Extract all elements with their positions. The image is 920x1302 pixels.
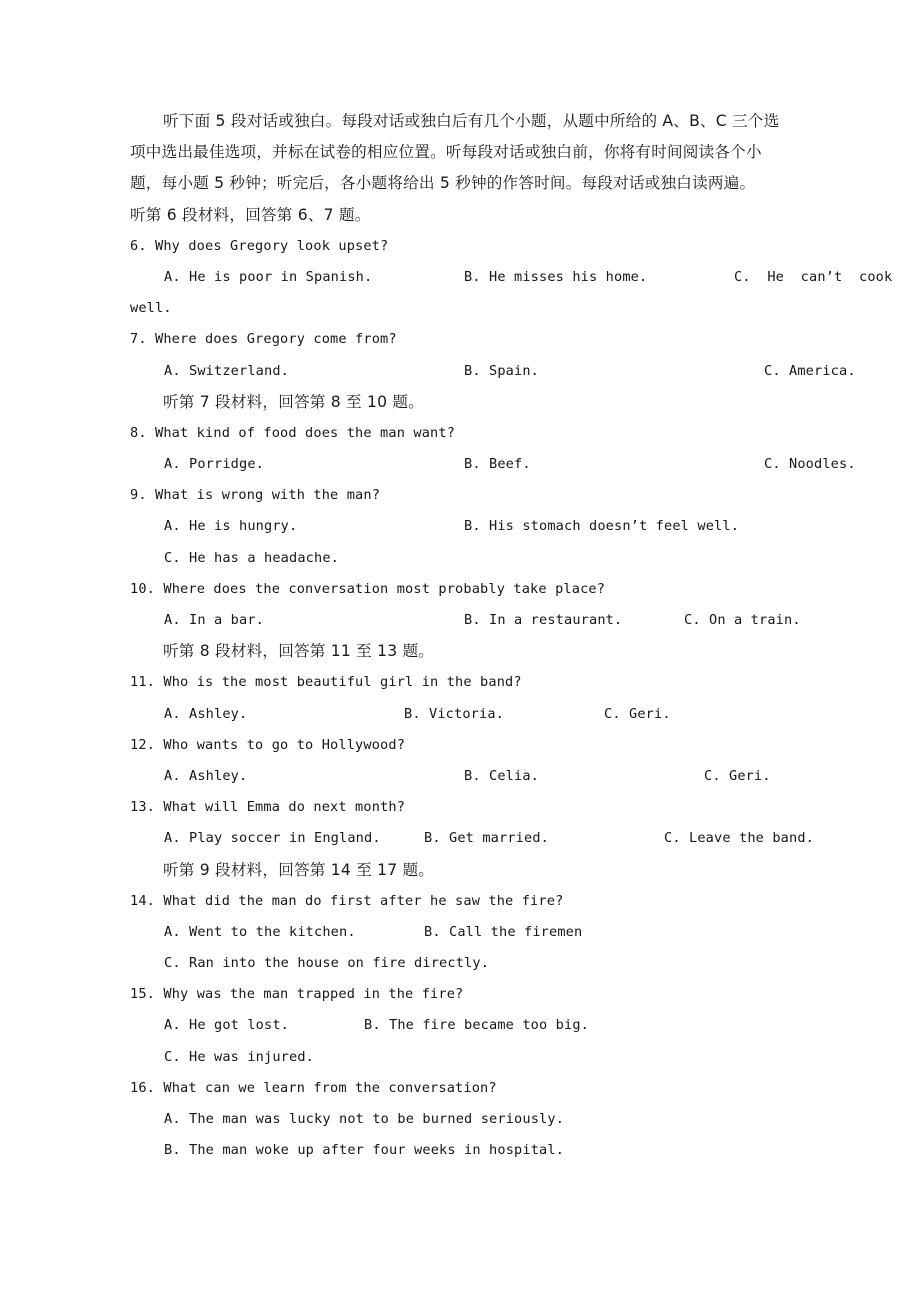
option-b-7[interactable]: B. Spain. [464, 362, 540, 379]
option-c-6-wrap: well. [130, 300, 172, 317]
option-c-8[interactable]: C. Noodles. [764, 456, 856, 473]
option-c-13[interactable]: C. Leave the band. [664, 830, 815, 847]
option-c-11[interactable]: C. Geri. [604, 705, 671, 722]
instruction-line-1: 听下面 5 段对话或独白。每段对话或独白后有几个小题，从题中所给的 A、B、C 三个选 [163, 112, 780, 130]
question-text-7: Where does Gregory come from? [155, 331, 397, 348]
question-stem-14 [130, 886, 792, 917]
option-c-9[interactable]: C. He has a headache. [164, 549, 340, 566]
question-text-16: What can we learn from the conversation? [163, 1079, 497, 1096]
question-options-10 [130, 605, 801, 636]
option-b-13[interactable]: B. Get married. [424, 830, 550, 847]
option-a-15[interactable]: A. He got lost. [164, 1017, 290, 1034]
question-options-7 [130, 356, 856, 387]
question-text-6: Why does Gregory look upset? [155, 237, 389, 254]
option-a-8[interactable]: A. Porridge. [164, 456, 265, 473]
question-number-8: 8. [130, 424, 147, 441]
section-header-material-8: 听第 8 段材料，回答第 11 至 13 题。 [163, 642, 435, 661]
question-options-15-line-1 [130, 1010, 792, 1041]
question-text-15: Why was the man trapped in the fire? [163, 986, 464, 1003]
option-a-14[interactable]: A. Went to the kitchen. [164, 923, 356, 940]
question-text-10: Where does the conversation most probably take place? [163, 580, 606, 597]
question-text-9: What is wrong with the man? [155, 487, 381, 504]
question-number-12: 12. [130, 736, 156, 753]
question-options-13 [130, 823, 815, 854]
option-b-14[interactable]: B. Call the firemen [424, 923, 583, 940]
question-text-8: What kind of food does the man want? [155, 424, 456, 441]
question-stem-11 [130, 667, 792, 698]
option-c-15[interactable]: C. He was injured. [164, 1048, 315, 1065]
question-stem-6 [130, 231, 792, 262]
question-options-12 [130, 761, 792, 792]
option-a-9[interactable]: A. He is hungry. [164, 518, 298, 535]
option-b-10[interactable]: B. In a restaurant. [464, 612, 623, 628]
question-stem-7 [130, 324, 792, 355]
option-c-14[interactable]: C. Ran into the house on fire directly. [164, 955, 490, 972]
option-c-6[interactable]: C. He can’t cook [734, 268, 893, 285]
option-a-13[interactable]: A. Play soccer in England. [164, 830, 381, 847]
question-options-9-line-2 [130, 543, 792, 574]
question-number-14: 14. [130, 892, 156, 909]
question-options-16-line-2 [130, 1135, 792, 1166]
question-text-14: What did the man do first after he saw the fire? [163, 892, 564, 909]
question-stem-16 [130, 1073, 792, 1104]
option-b-6[interactable]: B. He misses his home. [464, 268, 648, 285]
question-stem-8 [130, 418, 792, 449]
question-stem-10 [130, 574, 792, 605]
question-number-9: 9. [130, 487, 147, 504]
question-stem-9 [130, 480, 792, 511]
question-number-7: 7. [130, 331, 147, 348]
option-c-12[interactable]: C. Geri. [704, 767, 771, 784]
question-stem-15 [130, 979, 792, 1010]
question-options-15-line-2 [130, 1042, 792, 1073]
section-header-material-9: 听第 9 段材料，回答第 14 至 17 题。 [163, 860, 435, 879]
section-header-material-6: 听第 6 段材料，回答第 6、7 题。 [130, 205, 371, 224]
question-number-16: 16. [130, 1079, 156, 1096]
question-stem-13 [130, 792, 792, 823]
option-a-16[interactable]: A. The man was lucky not to be burned seriously. [164, 1111, 565, 1127]
question-options-11 [130, 699, 792, 730]
question-options-9-line-1 [130, 511, 792, 542]
option-a-12[interactable]: A. Ashley. [164, 767, 248, 784]
option-a-6[interactable]: A. He is poor in Spanish. [164, 268, 373, 285]
question-stem-12 [130, 730, 792, 761]
question-text-11: Who is the most beautiful girl in the band? [163, 674, 522, 691]
option-c-7[interactable]: C. America. [764, 362, 856, 379]
question-options-14-line-1 [130, 917, 792, 948]
instruction-line-2: 项中选出最佳选项，并标在试卷的相应位置。听每段对话或独白前，你将有时间阅读各个小 [130, 143, 762, 162]
question-text-12: Who wants to go to Hollywood? [163, 736, 406, 753]
question-number-10: 10. [130, 580, 156, 597]
question-options-6 [130, 262, 893, 293]
option-b-12[interactable]: B. Celia. [464, 767, 540, 784]
question-options-14-line-2 [130, 948, 792, 979]
question-number-11: 11. [130, 674, 156, 691]
page-content [130, 106, 893, 1166]
question-number-6: 6. [130, 237, 147, 254]
option-a-11[interactable]: A. Ashley. [164, 705, 248, 722]
option-a-10[interactable]: A. In a bar. [164, 612, 265, 628]
question-options-8 [130, 449, 856, 480]
question-number-13: 13. [130, 799, 156, 816]
option-a-7[interactable]: A. Switzerland. [164, 362, 290, 379]
section-header-material-7: 听第 7 段材料，回答第 8 至 10 题。 [163, 392, 424, 411]
question-number-15: 15. [130, 986, 156, 1003]
option-b-8[interactable]: B. Beef. [464, 456, 531, 473]
option-b-16[interactable]: B. The man woke up after four weeks in hospital. [164, 1142, 565, 1159]
instruction-line-3: 题，每小题 5 秒钟；听完后，各小题将给出 5 秒钟的作答时间。每段对话或独白读两遍。 [130, 174, 756, 193]
option-b-15[interactable]: B. The fire became too big. [364, 1017, 590, 1034]
question-options-16-line-1 [130, 1104, 792, 1135]
question-text-13: What will Emma do next month? [163, 799, 406, 816]
option-c-10[interactable]: C. On a train. [684, 612, 801, 628]
option-b-9[interactable]: B. His stomach doesn’t feel well. [464, 518, 740, 535]
option-b-11[interactable]: B. Victoria. [404, 705, 505, 722]
